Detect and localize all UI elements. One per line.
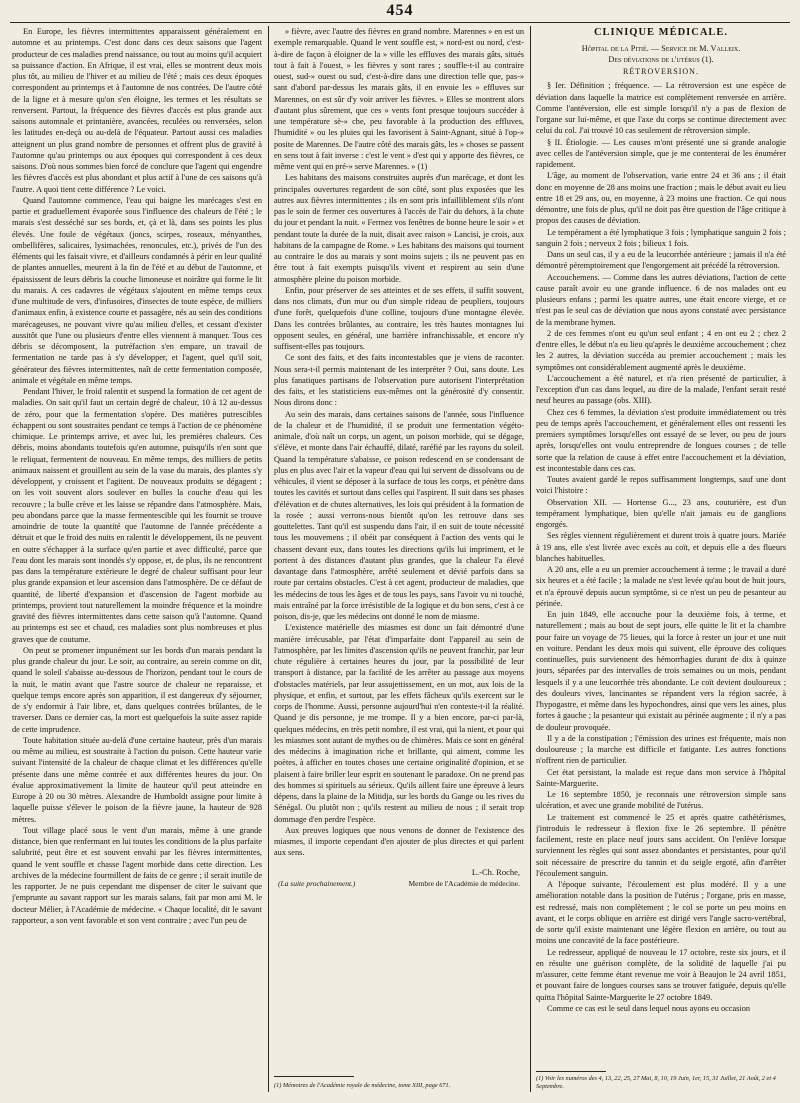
paragraph: » fièvre, avec l'autre des fièvres en grand nombre. Marennes » en est un exemple remarquable. Quand le vent souffle est, » nord-est ou nord, c'est-à-dire de façon à éloigner de la » ville les effluves des marais gâts, situés tout à fait à l'ouest, » les fièvres y sont rares ; souffle-t-il au contraire ouest, sud-» ouest ou sud, c'est-à-dire dans une direction telle que, pas-» sant d'abord par-dessus les marais gâts, il en envoie les » effluves sur Marennes, on est sûr d'y voir arriver les fièvres. » Elles se montrent alors d'autant plus sûrement, que ces » vents font presque toujours succéder à une température sè-» che, peu favorable à la production des effluves, l'humidité » ou les pluies qui les favorisent à Saint-Agnant, situé à l'op-» posite de Marennes. De l'autre côté des marais gâts, les » choses se passent en sens tout à fait inverse : c'est le vent » d'est qui y apporte des fièvres, ce même vent qui en pré-» serve Marennes. » (1) bbox=[274, 27, 524, 171]
column-divider bbox=[530, 26, 531, 1092]
paragraph: Quand l'automne commence, l'eau qui baigne les marécages s'est en partie et graduellement évaporée sous l'influence des chaleurs de l'été ; le marais s'est desséché sur ses bords, et, çà et là, dans ses points les plus élevés. Une foule de végétaux (joncs, scirpes, roseaux, ményanthes, ombellifères, salicaires, lysimachées, renoncules, etc.), privés de l'un des éléments qui les faisait vivre, et d'ailleurs condamnés à périr en leur qualité de plantes annuelles, meurent à la fin de l'été et au début de l'automne, et épaississent de leurs débris la couche limoneuse et noirâtre qui forme le lit du marais. A ces cadavres de végétaux s'ajoutent en même temps ceux d'une multitude de vers, d'infusoires, d'insectes de toute espèce, de milliers d'animaux enfin, à existence courte et passagère, nés au sein des conditions marécageuses, ne pouvant vivre qu'au milieu d'elles, et cessant d'exister aussitôt que l'une ou plusieurs d'entre elles viennent à manquer. Tous ces débris se décomposent, la putréfaction s'en empare, un travail de fermentation ne tarde pas à s'y développer, et l'agent, quel qu'il soit, générateur des fièvres intermittentes, naît de cette fermentation composée, animale et végétale en même temps. bbox=[12, 195, 262, 385]
author-signature bbox=[408, 867, 520, 890]
paragraph: A 20 ans, elle a eu un premier accouchement à terme ; le travail a duré six heures et a été facile ; la malade ne s'est levée qu'au bout de huit jours, et n'a éprouvé depuis aucun symptôme, si ce n'est un peu de pesanteur au périnée. bbox=[536, 565, 786, 608]
paragraph: Au sein des marais, dans certaines saisons de l'année, sous l'influence de la chaleur et de l'humidité, il se produit une fermentation végéto-animale, d'où naît un corps, un agent, un poison morbide, qui se dégage, s'élève, et monte dans l'air échauffé, dilaté, raréfié par les rayons du soleil. Quand la température s'abaisse, ce poison redescend en se condensant de plus en plus avec l'air et la vapeur d'eau qui lui servent de dissolvans ou de véhicules, il vient se déposer à la surface de tous les corps, et pénètre dans toutes les cavités et surtout dans celles qui l'aspirent. Il suit dans ses phases d'élévation et de chutes alternatives, les lois qui président à la formation de la rosée ; aussi verrons-nous bientôt qu'on les retrouve dans ses gouttelettes. Tant qu'il est suspendu dans l'air, il en suit de toute nécessité tous les mouvemens ; il obéit par conséquent à l'action des vents qui le chassent devant eux, dans toutes les directions qu'ils lui impriment, et le portent à des distances d'autant plus grandes, que la chaleur l'a élevé davantage dans l'atmosphère, arrêté seulement et dévié parfois dans sa route par certains obstacles. C'est à cet agent, producteur de maladies, que les médecins de tous les âges et de tous les pays, sans l'avoir vu ni touché, mais entraîné par la force irrésistible de la logique et du bon sens, c'est à ce poison, dis-je, que les médecins ont donné le nom de miasme. bbox=[274, 409, 524, 621]
column-left bbox=[12, 26, 262, 1088]
section-title: CLINIQUE MÉDICALE. bbox=[593, 27, 729, 38]
paragraph: L'âge, au moment de l'observation, varie entre 24 et 36 ans ; il était donc en moyenne de 28 ans moins une fraction ; mais le début avait eu lieu entre 18 et 29 ans, ou, en moyenne, à 23 moins une fraction. Ce qui nous démontre, une fois de plus, qu'il ne doit pas être question de l'âge critique à propos des causes de déviation. bbox=[536, 171, 786, 226]
page-number: 454 bbox=[386, 2, 414, 19]
paragraph: Ce sont des faits, et des faits incontestables que je viens de raconter. Nous sera-t-il permis maintenant de les interpréter ? Oui, sans doute. Les plus fanatiques partisans de l'observation pure autorisent l'interprétation des faits, et les statisticiens eux-mêmes ont la générosité d'y consentir. Nous dirons donc : bbox=[274, 353, 524, 408]
paragraph: Toute habitation située au-delà d'une certaine hauteur, près d'un marais ou même au milieu, est soustraite à l'action du poison. Cette hauteur varie suivant l'intensité de la chaleur de chaque climat et les différences qu'elle présente dans une même contrée et aux différentes heures du jour. On évalue approximativement la limite de hauteur qu'il peut atteindre en Europe à 20 ou 30 mètres. Alexandre de Humboldt assigne pour limite à laquelle puisse s'élever le poison de la fièvre jaune, la hauteur de 928 mètres. bbox=[12, 735, 262, 824]
paragraph: L'existence matérielle des miasmes est donc un fait démontré d'une manière irrécusable, par l'état d'imparfaite dont l'appareil au sein de l'atmosphère, par les limites d'ascension qu'ils ne peuvent franchir, par leur chute régulière à certaines heures du jour, par la possibilité de leur transport à distance, par la facilité de les arrêter au passage aux moyens d'obstacles matériels, par leur assujettissement, en un mot, aux lois de la physique, et enfin, et surtout, par les effets fâcheux qu'ils exercent sur le corps de l'homme. Aussi, personne aujourd'hui n'en conteste-t-il la réalité. Quand je dis personne, je me trompe. Il y a bien encore, par-ci par-là, quelques médecins, en très petit nombre, il est vrai, qui la nient, et pour qui les miasmes sont autant de mythes ou de chimères. Mais ce sont en général des médecins à imagination riche et brillante, qui aiment, comme les poètes, à afficher en toutes choses une certaine originalité d'opinion, et se plaisent à faire briller leur esprit en soutenant le paradoxe. On ne prend pas des hommes si spirituels au sérieux. Qu'ils aillent faire une épreuve à leurs dépens, dans la plaine de la Mitidja, sur les bords du Gange ou les rives du Sénégal. Ou plutôt non ; qu'ils restent au milieu de nous ; il serait trop dommage d'en perdre l'espèce. bbox=[274, 623, 524, 824]
paragraph: Le tempérament a été lymphatique 3 fois ; lymphatique sanguin 2 fois ; sanguin 2 fois ; nerveux 2 fois ; bilieux 1 fois. bbox=[536, 227, 786, 248]
column-right bbox=[536, 26, 786, 1066]
to-be-continued-note: (La suite prochainement.) bbox=[278, 878, 356, 888]
paragraph: Le traitement est commencé le 25 et après quatre cathétérismes, j'introduis le redresseur à flexion fixe le 26 septembre. Il pénètre facilement, reste en place neuf jours sans accident. On l'enlève lorsque surviennent les règles qui sont assez abondantes et persistantes, pour qu'il soit nécessaire de prescrire du tannin et du seigle ergoté, afin d'arrêter l'écoulement sanguin. bbox=[536, 812, 786, 878]
paragraph: Le redresseur, appliqué de nouveau le 17 octobre, reste six jours, et il en résulte une guérison complète, de la solidité de laquelle j'ai pu m'assurer, cette femme étant revenue me voir à Beaujon le 24 avril 1851, et pouvant faire de longues courses sans se trouver fatiguée, depuis qu'elle quitta l'hôpital Sainte-Marguerite le 27 octobre 1849. bbox=[536, 947, 786, 1002]
paragraph: Dans un seul cas, il y a eu de la leucorrhée antérieure ; jamais il n'a été démontré péremptoirement que l'engorgement ait précédé la rétroversion. bbox=[536, 250, 786, 271]
section-subtitle: Hôpital de la Pitié. — Service de M. Valleix. bbox=[581, 44, 741, 53]
column-divider bbox=[268, 26, 269, 1092]
paragraph: En juin 1849, elle accouche pour la deuxième fois, à terme, et naturellement ; mais au bout de sept jours, elle quitte le lit et la chambre pour faire un voyage de 75 lieues, qui la force à rester un jour et une nuit en voiture. Pendant les deux mois qui suivent, elle éprouve des coliques continuelles, puis surviennent des hémorrhagies durant de dix à quinze jours, séparées par des intervalles de trois semaines ou un mois, pendant lesquels il y a une leucorrhée très abondante. Le coït devient douloureux ; des douleurs vives, lancinantes se répandent vers la région sacrée, à l'hypogastre, et même dans les hypochondres, ainsi que vers les aines, plus fortes à gauche ; la pesanteur qui existait au périnée augmente ; il n'y a pas de douleur provoquée. bbox=[536, 610, 786, 732]
paragraph: Les habitans des maisons construites auprès d'un marécage, et dont les principales ouvertures regardent de son côté, sont plus exposées que les autres aux fièvres intermittentes ; ils en sont pris infailliblement s'ils n'ont pas le soin de fermer ces ouvertures à l'accès de l'air du dehors, à la chute du jour et pendant la nuit. « Fermez vos fenêtres de bonne heure le soir » et pendant toute la durée de la nuit, disait avec raison » Lancisi, je crois, aux habitans de la campagne de Rome. » Les habitans des maisons qui tournent au contraire le dos au marais y sont moins sujets ; ils ne peuvent pas en être tout à fait exempts puisqu'ils vivent et respirent au sein d'une atmosphère pleine du poison morbide. bbox=[274, 173, 524, 284]
header-rule bbox=[10, 22, 790, 23]
paragraph: Chez ces 6 femmes, la déviation s'est produite immédiatement ou très peu de temps après l'accouchement, et généralement elles ont ressenti les premiers symptômes lorsqu'elles ont essayé de se lever, ou peu de jours après, lorsqu'elles ont voulu entreprendre de longues courses ; de telle sorte que la relation de cause à effet entre l'accouchement et la déviation, est incontestable dans ces cas. bbox=[536, 407, 786, 473]
paragraph: Toutes avaient gardé le repos suffisamment longtemps, sauf une dont voici l'histoire : bbox=[536, 475, 786, 496]
paragraph: § II. Étiologie. — Les causes m'ont présenté une si grande analogie avec celles de l'antéversion simple, que je me contenterai de les énumérer rapidement. bbox=[536, 137, 786, 169]
author-title: Membre de l'Académie de médecine. bbox=[408, 878, 520, 888]
paragraph: Le 16 septembre 1850, je reconnais une rétroversion simple sans ulcération, et avec une grande mobilité de l'utérus. bbox=[536, 790, 786, 811]
paragraph: Il y a de la constipation ; l'émission des urines est fréquente, mais non douloureuse ; la marche est difficile et fatigante. Les autres fonctions n'offrent rien de particulier. bbox=[536, 733, 786, 766]
footnote-rule bbox=[274, 1076, 354, 1077]
paragraph: § Ier. Définition ; fréquence. — La rétroversion est une espèce de déviation dans laquelle la matrice est complètement renversée en arrière. Comme l'antéversion, elle est simple lorsqu'il n'y a pas de flexion de l'organe sur lui-même, et que l'axe du corps se continue directement avec celui du col. J'ai trouvé 10 cas seulement de rétroversion simple. bbox=[536, 81, 786, 136]
article-title: Des déviations de l'utérus (1). bbox=[608, 55, 714, 64]
paragraph: En Europe, les fièvres intermittentes apparaissent généralement en automne et au printemps. C'est donc dans ces deux saisons que l'agent producteur de ces maladies prend naissance, ou tout au moins qu'il acquiert sa puissance d'action. En Afrique, il est vrai, elles se montrent deux mois plus tôt, au milieu de l'hiver et au milieu de l'été ; mais ces deux époques correspondent au printemps et à l'automne de nos contrées. De l'autre côté de la ligne et à mesure qu'on s'en éloigne, les termes et les résultats se renversent. Partout, la fréquence des fièvres d'accès est plus grande aux saisons automnale et printanière, avancées, reculées ou renversées, selon les latitudes en-deçà ou au-delà de l'équateur. Partout aussi ces maladies atteignent un plus grand nombre de personnes et offrent plus de gravité à l'automne qu'au printemps ou aux époques qui correspondent à ces deux saisons. D'où nous sommes bien forcé de conclure que l'agent qui engendre les fièvres d'accès est plus abondant et plus actif à l'une de ces saisons qu'à l'autre. A quoi tient cette différence ? Le voici. bbox=[12, 27, 262, 194]
footnote: (1) Mémoires de l'Académie royale de médecine, tome XIII, page 671. bbox=[274, 1082, 451, 1089]
paragraph: 2 de ces femmes n'ont eu qu'un seul enfant ; 4 en ont eu 2 ; chez 2 d'entre elles, le début n'a eu lieu qu'après le deuxième accouchement ; chez les 2 autres, la déviation succéda au premier accouchement ; mais les symptômes ont considérablement augmenté après le deuxième. bbox=[536, 328, 786, 372]
paragraph: Observation XII. — Hortense G..., 23 ans, couturière, est d'un tempérament lymphatique, bien qu'elle n'ait jamais eu de ganglions engorgés. bbox=[536, 497, 786, 529]
column-middle bbox=[274, 26, 524, 1078]
footnote: (1) Voir les numéros des 4, 13, 22, 25, 27 Mai, 8, 10, 19 Juin, 1er, 15, 31 Juillet, 21 Août, 2 et 4 Septembre. bbox=[536, 1075, 776, 1090]
paragraph: Aux preuves logiques que nous venons de donner de l'existence des miasmes, il importe cependant d'en ajouter de plus directes et qui parlent aux sens. bbox=[274, 825, 524, 858]
footnote-rule bbox=[536, 1071, 606, 1072]
author-name: L.-Ch. Roche, bbox=[471, 866, 520, 877]
paragraph: L'accouchement a été naturel, et n'a rien présenté de particulier, à l'exception d'un cas dans lequel, au dire de la malade, l'enfant serait resté neuf heures au passage (obs. XIII). bbox=[536, 373, 786, 406]
paragraph: Comme ce cas est le seul dans lequel nous ayons eu occasion bbox=[547, 1003, 750, 1013]
paragraph: Ses règles viennent régulièrement et durent trois à quatre jours. Mariée à 19 ans, elle s'est livrée avec excès au coït, et depuis elle a des flueurs blanches habituelles. bbox=[536, 531, 786, 563]
signature-row bbox=[274, 867, 524, 890]
paragraph: Tout village placé sous le vent d'un marais, même à une grande distance, bien que renfermant en lui toutes les conditions de la plus parfaite salubrité, peut être et est souvent envahi par les fièvres intermittentes, quand le vent souffle et chasse l'agent morbide dans cette direction. Les archives de la médecine fourmillent de faits de ce genre ; il serait inutile de les rapporter. Je ne puis cependant me dispenser de citer le suivant que j'emprunte au savant rapport sur les marais salans, fait par mon ami M. le docteur Mélier, à l'Académie de médecine. « Chaque localité, dit le savant rapporteur, a son vent favorable et son vent contraire ; avec l'un peu de bbox=[12, 825, 262, 925]
paragraph: Cet état persistant, la malade est reçue dans mon service à l'hôpital Sainte-Marguerite. bbox=[536, 767, 786, 788]
paragraph: On peut se promener impunément sur les bords d'un marais pendant la plus grande chaleur du jour. Le soir, au contraire, au serein comme on dit, quand le soleil s'abaisse au-dessous de l'horizon, pendant tout le cours de la nuit, le matin avant que l'astre source de chaleur ne reparaisse, et quelque temps encore après son apparition, il est dangereux d'y séjourner, de s'y endormir à l'air libre, et, dans quelques contrées brûlantes, de le traverser. Dans ce dernier cas, la mort est quelquefois la suite assez rapide de cette imprudence. bbox=[12, 645, 262, 734]
paragraph: A l'époque suivante, l'écoulement est plus modéré. Il y a une amélioration notable dans la position de l'utérus ; l'organe, pris en masse, est redressé, mais non complètement ; le col se porte un peu moins en avant, et le corps oblique en arrière est dirigé vers l'angle sacro-vertébral, de sorte qu'il existe maintenant une légère flexion en arrière, ou tout au moins une concavité de la face postérieure. bbox=[536, 880, 786, 946]
paragraph: Accouchemens. — Comme dans les autres déviations, l'action de cette cause paraît avoir eu une grande influence. 6 de nos malades ont eu plusieurs enfans ; parmi les quatre autres, une était encore vierge, et ce n'est pas le seul cas de déviation que nous ayons constaté avec persistance de la membrane hymen. bbox=[536, 272, 786, 327]
paragraph: Enfin, pour préserver de ses atteintes et de ses effets, il suffit souvent, dans nos climats, d'un mur ou d'un simple rideau de peupliers, toujours d'une forêt, quelquefois d'une colline, toujours d'une montagne élevée. Dans les contrées brûlantes, au contraire, les très hautes montagnes lui opposent seules, en général, une barrière infranchissable, et encore n'y suffisent-elles pas toujours. bbox=[274, 285, 524, 351]
section-caption: RÉTROVERSION. bbox=[623, 67, 699, 76]
paragraph: Pendant l'hiver, le froid ralentit et suspend la formation de cet agent de maladies. On sait qu'il faut un certain degré de chaleur, 10 à 12 au-dessus de zéro, pour que la fermentation s'opère. Des matières putrescibles échappent ou sont soustraites pendant ce temps à l'action de ce phénomène chimique. Le printemps arrive, et avec lui, les premières chaleurs. Ces débris, moins abondants toutefois qu'en automne, puisqu'ils n'en sont que le reliquat, fermentent de nouveau. En même temps, des milliers de petits animaux naissent et grouillent au sein de la vase du marais, des plantes s'y développent, y croissent et l'agitent. De nouveaux produits se dégagent ; on les voit souvent alors soulever en bulles la couche d'eau qui les recouvre ; la bulle crève et les laisse se répandre dans l'atmosphère. Mais, peu abondans parce que la masse fermentescible qui les fournit se trouve amoindrie de toute la quantité que l'automne de l'année précédente a détruit et que le froid des nuits en ralentit le développement, ils ne peuvent en outre s'échapper à la surface qu'en partie et avec difficulté, parce que l'eau dont les marais sont inondés s'y oppose, et, de plus, ils ne rencontrent pas dans la température extérieure le degré de chaleur suffisant pour leur plus grande expansion et leur ascension dans l'atmosphère. De ce défaut de quantité, de liberté d'expansion et d'ascension de l'agent morbide au printemps, provient tout naturellement la moindre fréquence et la moindre gravité des fièvres intermittentes dans cette saison qu'à l'automne. Quand au printemps est sec et chaud, ces maladies sont plus nombreuses et plus graves que de coutume. bbox=[12, 387, 262, 644]
